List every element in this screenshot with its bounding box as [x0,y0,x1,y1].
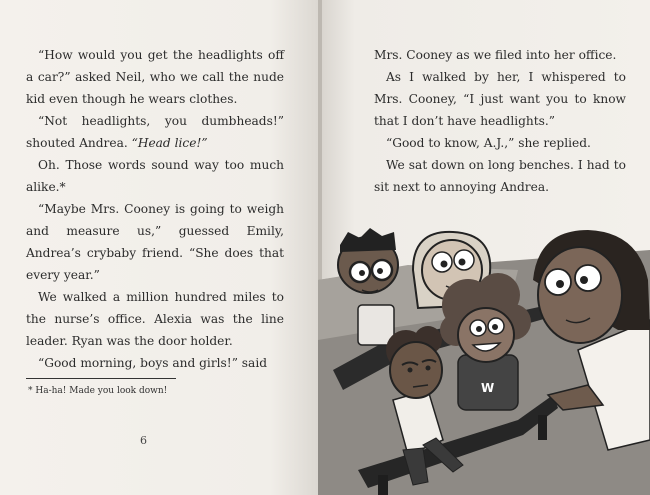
footnote: * Ha-ha! Made you look down! [28,386,168,396]
paragraph: “Maybe Mrs. Cooney is going to weigh and measure us,” guessed Emily, Andrea’s crybaby friend. “She does that every year.” [26,202,284,282]
paragraph-emphasis: “Head lice!” [131,136,208,150]
nurse-office-illustration [318,210,650,495]
left-page-text [26,44,284,374]
bench-leg [538,415,547,440]
paragraph: Mrs. Cooney as we filed into her office. [374,48,617,62]
paragraph: As I walked by her, I whispered to Mrs. Cooney, “I just want you to know that I don’t have headlights.” [374,70,626,128]
paragraph [26,110,284,154]
paragraph: We walked a million hundred miles to the nurse’s office. Alexia was the line leader. Ryan was the door holder. [26,290,284,348]
left-page [0,0,318,495]
page-number: 6 [140,434,147,447]
footnote-divider [26,378,176,379]
right-page-text [374,44,626,198]
paragraph: “Good to know, A.J.,” she replied. [386,136,591,150]
paragraph: “Good morning, boys and girls!” said [38,356,268,370]
paragraph-text: “Not headlights, you dumbheads!” shouted Andrea. [26,114,284,150]
paragraph: “How would you get the headlights off a car?” asked Neil, who we call the nude kid even though he wears clothes. [26,48,284,106]
shirt-letter: W [481,381,495,395]
paragraph: We sat down on long benches. I had to sit next to annoying Andrea. [374,158,626,194]
paragraph: Oh. Those words sound way too much alike.* [26,158,284,194]
bench-leg [378,475,388,495]
